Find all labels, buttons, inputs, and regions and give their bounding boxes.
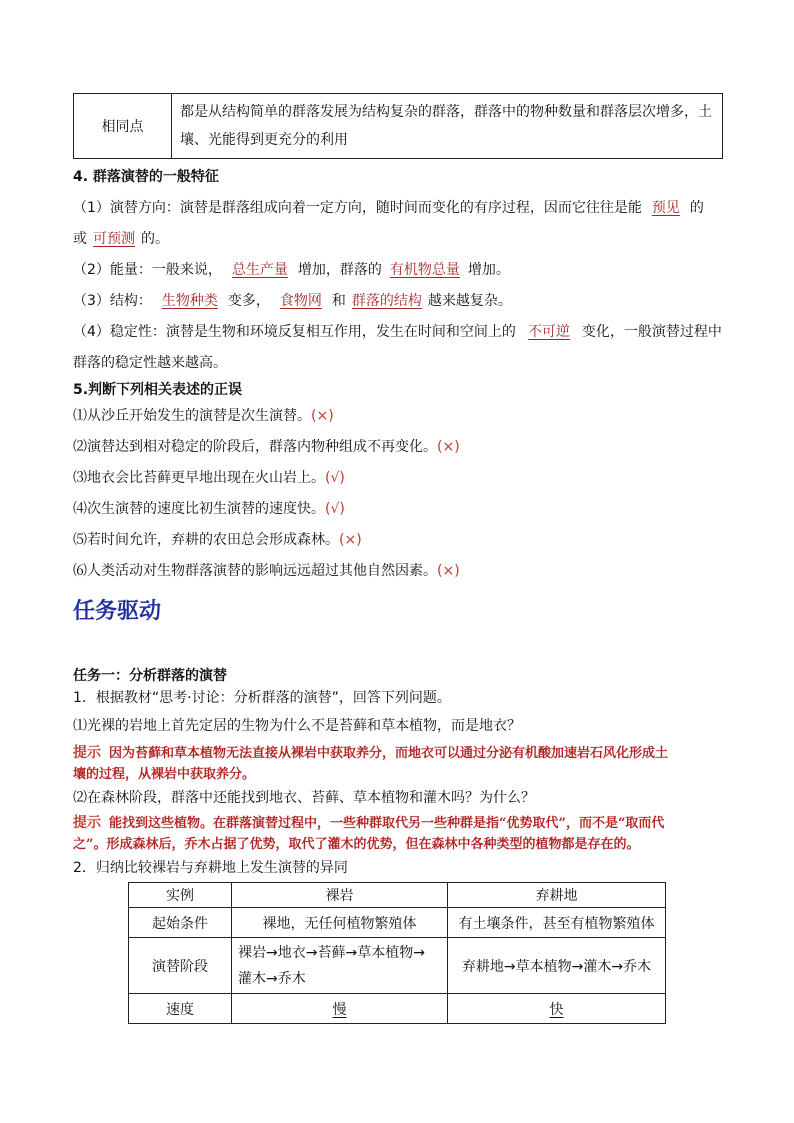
judgement-text: ⑵演替达到相对稳定的阶段后，群落内物种组成不再变化。 bbox=[73, 439, 437, 455]
blank-total-production: 总生产量 bbox=[231, 262, 288, 278]
item4-suffix: 变化，一般演替过程中 bbox=[581, 324, 722, 340]
item1-suffix: 的 bbox=[689, 200, 704, 216]
section5-title: 5.判断下列相关表述的正误 bbox=[73, 382, 243, 398]
item3-end: 越来越复杂。 bbox=[427, 293, 512, 309]
section4-item1-line1 bbox=[73, 198, 704, 218]
judgement-text: ⑹人类活动对生物群落演替的影响远远超过其他自然因素。 bbox=[73, 563, 437, 579]
blank-organic-total: 有机物总量 bbox=[389, 262, 460, 278]
judgement-item bbox=[73, 468, 345, 488]
tip1-text: 因为苔藓和草本植物无法直接从裸岩中获取养分，而地衣可以通过分泌有机酸加速岩石风化形成土 bbox=[109, 746, 669, 761]
table-cell: 裸地，无任何植物繁殖体 bbox=[232, 908, 448, 938]
table-row bbox=[129, 994, 666, 1024]
judgement-item bbox=[73, 530, 362, 550]
section4-title: 4. 群落演替的一般特征 bbox=[73, 169, 219, 185]
task1-question2: 2．归纳比较裸岩与弃耕地上发生演替的异同 bbox=[73, 860, 348, 876]
item2-mid: 增加，群落的 bbox=[297, 262, 382, 278]
item3-text: （3）结构： bbox=[73, 293, 152, 309]
item3-and: 和 bbox=[331, 293, 346, 309]
task1-title: 任务一：分析群落的演替 bbox=[73, 668, 227, 684]
header-cell: 弃耕地 bbox=[448, 883, 666, 908]
judgement-text: ⑶地衣会比苔藓更早地出现在火山岩上。 bbox=[73, 470, 325, 486]
judgement-item bbox=[73, 437, 460, 457]
tip2-line2: 之”。形成森林后，乔木占据了优势，取代了灌木的优势，但在森林中各种类型的植物都是存在的。 bbox=[73, 837, 640, 852]
blank-community-structure: 群落的结构 bbox=[351, 293, 422, 309]
cross-mark: (×) bbox=[437, 563, 460, 579]
tip1-line1 bbox=[73, 743, 668, 764]
table-cell bbox=[232, 938, 448, 994]
stage-line1: 裸岩→地衣→苔藓→草本植物→ bbox=[238, 944, 425, 961]
tip-label: 提示 bbox=[73, 745, 101, 761]
judgement-item bbox=[73, 561, 460, 581]
cross-mark: (×) bbox=[311, 408, 334, 424]
section4-item4-line1 bbox=[73, 322, 722, 342]
similarity-label: 相同点 bbox=[74, 94, 172, 159]
tip2-text: 能找到这些植物。在群落演替过程中，一些种群取代另一些种群是指“优势取代”，而不是“取而代 bbox=[109, 816, 665, 831]
tip1-line2: 壤的过程，从裸岩中获取养分。 bbox=[73, 767, 256, 782]
header-cell: 裸岩 bbox=[232, 883, 448, 908]
section4-item1-line2 bbox=[73, 229, 169, 249]
table-cell: 弃耕地→草本植物→灌木→乔木 bbox=[448, 938, 666, 994]
tip-label: 提示 bbox=[73, 815, 101, 831]
task1-sub2: ⑵在森林阶段，群落中还能找到地衣、苔藓、草本植物和灌木吗？为什么？ bbox=[73, 790, 535, 806]
section4-item3 bbox=[73, 291, 512, 311]
blank-irreversible: 不可逆 bbox=[527, 324, 570, 340]
cross-mark: (×) bbox=[339, 532, 362, 548]
blank-species: 生物种类 bbox=[161, 293, 218, 309]
speed-slow: 慢 bbox=[232, 994, 448, 1024]
row-label: 演替阶段 bbox=[129, 938, 232, 994]
comparison-table bbox=[128, 882, 666, 1024]
judgement-text: ⑷次生演替的速度比初生演替的速度快。 bbox=[73, 501, 325, 517]
speed-fast: 快 bbox=[448, 994, 666, 1024]
check-mark: (√) bbox=[325, 470, 345, 486]
judgement-item bbox=[73, 406, 334, 426]
judgement-text: ⑸若时间允许，弃耕的农田总会形成森林。 bbox=[73, 532, 339, 548]
stage-line2: 灌木→乔木 bbox=[238, 970, 306, 987]
judgement-item bbox=[73, 499, 345, 519]
item2-text: （2）能量：一般来说， bbox=[73, 262, 222, 278]
item4-text: （4）稳定性：演替是生物和环境反复相互作用，发生在时间和空间上的 bbox=[73, 324, 516, 340]
task1-question1: 1．根据教材“思考·讨论：分析群落的演替”，回答下列问题。 bbox=[73, 690, 451, 706]
section4-item2 bbox=[73, 260, 510, 280]
table-row bbox=[129, 908, 666, 938]
table-cell: 有土壤条件，甚至有植物繁殖体 bbox=[448, 908, 666, 938]
task1-sub1: ⑴光裸的岩地上首先定居的生物为什么不是苔藓和草本植物，而是地衣？ bbox=[73, 718, 521, 734]
blank-food-web: 食物网 bbox=[279, 293, 322, 309]
item2-end: 增加。 bbox=[467, 262, 510, 278]
row-label: 速度 bbox=[129, 994, 232, 1024]
header-cell: 实例 bbox=[129, 883, 232, 908]
check-mark: (√) bbox=[325, 501, 345, 517]
table-header-row bbox=[129, 883, 666, 908]
task-heading: 任务驱动 bbox=[73, 599, 162, 624]
blank-predictable: 预见 bbox=[651, 200, 680, 216]
judgement-text: ⑴从沙丘开始发生的演替是次生演替。 bbox=[73, 408, 311, 424]
similarity-content-line1: 都是从结构简单的群落发展为结构复杂的群落，群落中的物种数量和群落层次增多，土 bbox=[180, 104, 712, 120]
cross-mark: (×) bbox=[437, 439, 460, 455]
item1-or: 或 bbox=[73, 231, 87, 247]
blank-forecastable: 可预测 bbox=[93, 231, 135, 247]
item1-end: 的。 bbox=[141, 231, 169, 247]
tip2-line1 bbox=[73, 813, 664, 834]
similarity-table bbox=[73, 93, 723, 159]
section4-item4-line2: 群落的稳定性越来越高。 bbox=[73, 355, 227, 371]
similarity-content bbox=[172, 94, 723, 159]
item1-text: （1）演替方向：演替是群落组成向着一定方向，随时间而变化的有序过程，因而它往往是能 bbox=[73, 200, 642, 216]
table-row bbox=[129, 938, 666, 994]
similarity-content-line2: 壤、光能得到更充分的利用 bbox=[180, 132, 348, 148]
item3-mid1: 变多， bbox=[227, 293, 270, 309]
row-label: 起始条件 bbox=[129, 908, 232, 938]
